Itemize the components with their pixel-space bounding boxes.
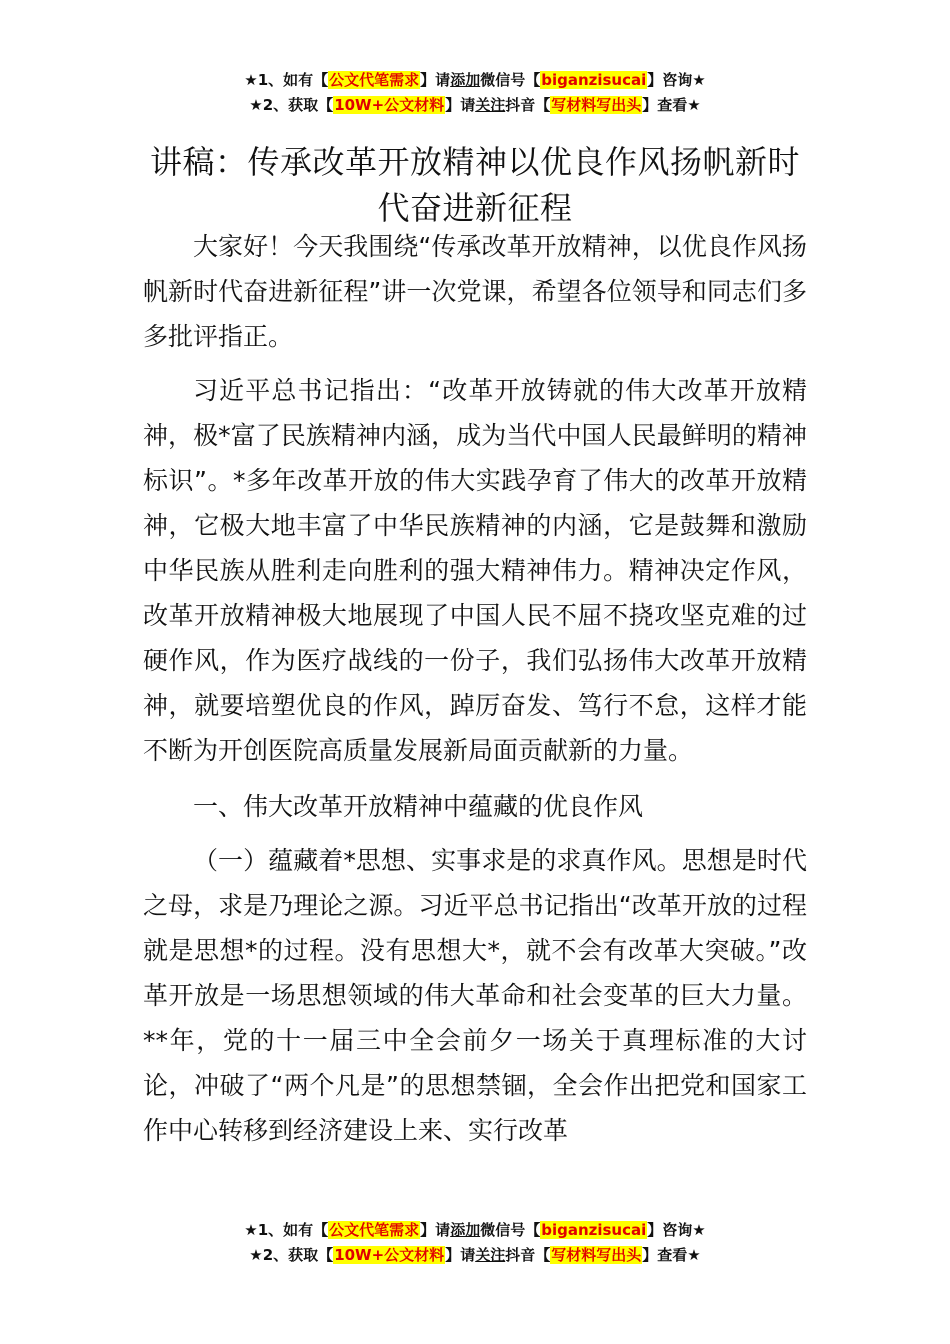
banner-text: ★1、如有【 (244, 1221, 329, 1239)
banner-douyin-name: 写材料写出头 (551, 96, 642, 114)
section-heading: 一、伟大改革开放精神中蕴藏的优良作风 (193, 792, 644, 821)
banner-text: 】请 (445, 1246, 476, 1264)
document-title: 讲稿：传承改革开放精神以优良作风扬帆新时代奋进新征程 (149, 143, 800, 228)
body-paragraph: 习近平总书记指出：“改革开放铸就的伟大改革开放精神，极*富了民族精神内涵，成为当代中国人民最鲜明的精神标识”。*多年改革开放的伟大实践孕育了伟大的改革开放精神，它极大地丰富了中华民族精神的内涵，它是鼓舞和激励中华民族从胜利走向胜利的强大精神伟力。精神决定作风，改革开放精神极大地展现了中国人民不屈不挠攻坚克难的过硬作风，作为医疗战线的一份子，我们弘扬伟大改革开放精神，就要培塑优良的作风，踔厉奋发、笃行不怠，这样才能不断为开创医院高质量发展新局面贡献新的力量。 (143, 376, 807, 765)
banner-line-2 (0, 93, 950, 118)
banner-text: 抖音【 (505, 1246, 551, 1264)
banner-underlined-text: 添加 (450, 71, 481, 89)
banner-text: 】咨询★ (647, 71, 706, 89)
banner-text: ★1、如有【 (244, 71, 329, 89)
banner-text: 】请 (420, 1221, 451, 1239)
banner-text: 微信号【 (480, 1221, 541, 1239)
banner-douyin-name: 写材料写出头 (551, 1246, 642, 1264)
banner-underlined-text: 关注 (475, 96, 506, 114)
document-body (143, 224, 807, 1153)
banner-wechat-id: biganzisucai (541, 1221, 647, 1239)
banner-underlined-text: 添加 (450, 1221, 481, 1239)
banner-text: 】查看★ (642, 96, 701, 114)
top-banner (0, 68, 950, 118)
banner-line-2 (0, 1243, 950, 1268)
subsection-paragraph: （一）蕴藏着*思想、实事求是的求真作风。思想是时代之母，求是乃理论之源。习近平总书记指出“改革开放的过程就是思想*的过程。没有思想大*，就不会有改革大突破。”改革开放是一场思想领域的伟大革命和社会变革的巨大力量。**年，党的十一届三中全会前夕一场关于真理标准的大讨论，冲破了“两个凡是”的思想禁锢，全会作出把党和国家工作中心转移到经济建设上来、实行改革 (143, 846, 807, 1145)
banner-text: ★2、获取【 (249, 1246, 334, 1264)
banner-text: 】咨询★ (647, 1221, 706, 1239)
banner-highlight: 10W+公文材料 (334, 1246, 445, 1264)
banner-text: 】请 (420, 71, 451, 89)
banner-highlight: 公文代笔需求 (329, 71, 420, 89)
body-paragraph: 大家好！今天我围绕“传承改革开放精神，以优良作风扬帆新时代奋进新征程”讲一次党课，希望各位领导和同志们多多批评指正。 (143, 232, 807, 351)
banner-wechat-id: biganzisucai (541, 71, 647, 89)
banner-text: 】查看★ (642, 1246, 701, 1264)
banner-highlight: 公文代笔需求 (329, 1221, 420, 1239)
banner-line-1 (0, 68, 950, 93)
banner-highlight: 10W+公文材料 (334, 96, 445, 114)
banner-text: ★2、获取【 (249, 96, 334, 114)
banner-text: 微信号【 (480, 71, 541, 89)
bottom-banner (0, 1218, 950, 1268)
banner-underlined-text: 关注 (475, 1246, 506, 1264)
banner-text: 】请 (445, 96, 476, 114)
banner-line-1 (0, 1218, 950, 1243)
banner-text: 抖音【 (505, 96, 551, 114)
